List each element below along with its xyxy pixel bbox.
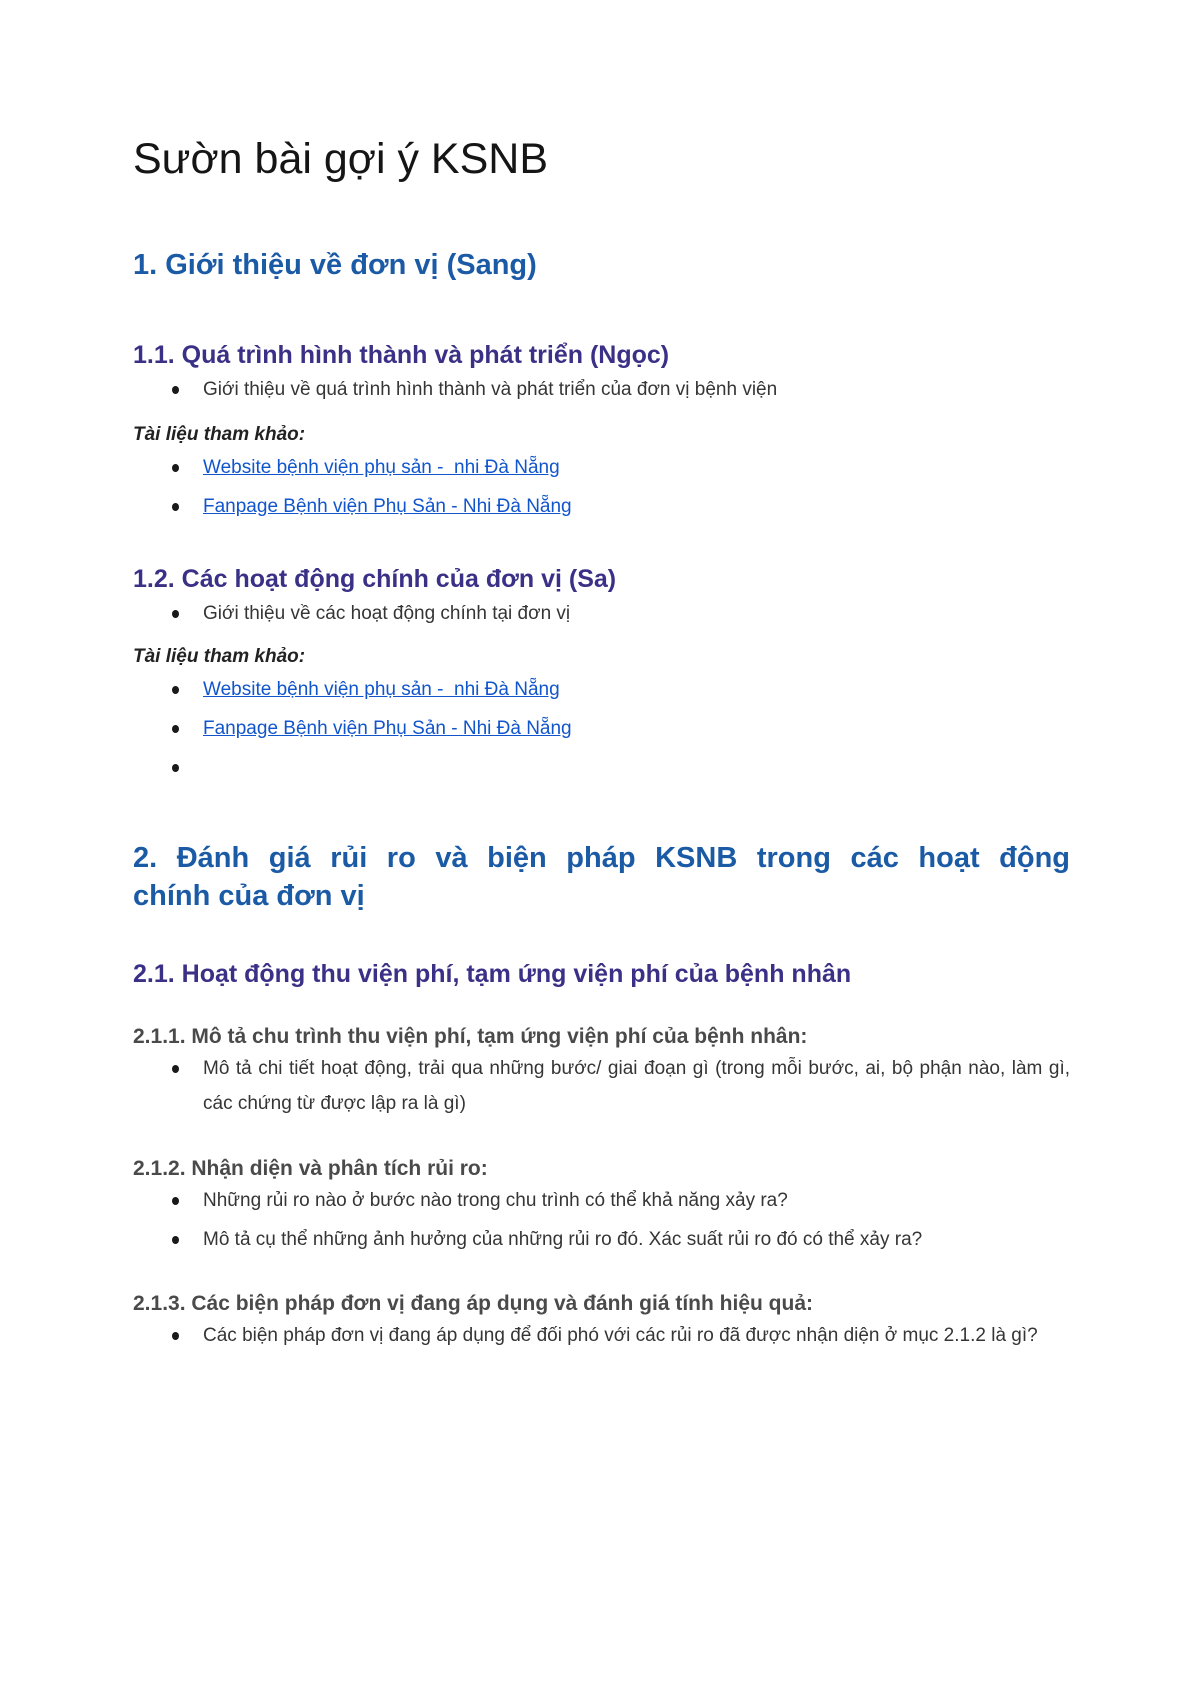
references-label: Tài liệu tham khảo: (133, 424, 306, 445)
list-item (203, 672, 1070, 707)
section-2-heading-line-1: 2. Đánh giá rủi ro và biện pháp KSNB trong các hoạt động (133, 842, 1070, 874)
section-1-1-heading: 1.1. Quá trình hình thành và phát triển (Ngọc) (133, 341, 670, 369)
references-label: Tài liệu tham khảo: (133, 646, 306, 667)
list-item (203, 1051, 1070, 1121)
fanpage-hospital-link[interactable]: Fanpage Bệnh viện Phụ Sản - Nhi Đà Nẵng (203, 496, 572, 517)
list-item (203, 1222, 1070, 1257)
section-1-1-bullet-list (133, 372, 1070, 407)
list-item (203, 711, 1070, 746)
list-item (203, 1318, 1070, 1353)
section-2-heading-line-2: chính của đơn vị (133, 880, 365, 912)
fanpage-hospital-link[interactable]: Fanpage Bệnh viện Phụ Sản - Nhi Đà Nẵng (203, 718, 572, 739)
bullet-text: Mô tả cụ thể những ảnh hưởng của những rủi ro đó. Xác suất rủi ro đó có thể xảy ra? (203, 1229, 923, 1250)
document-title: Sườn bài gợi ý KSNB (133, 135, 549, 183)
list-item-empty (203, 750, 1070, 785)
section-1-2-links-list (133, 672, 1070, 785)
list-item (203, 489, 1070, 524)
bullet-text: Các biện pháp đơn vị đang áp dụng để đối phó với các rủi ro đã được nhận diện ở mục 2.1.2 là gì? (203, 1325, 1038, 1346)
list-item (203, 596, 1070, 631)
section-1-2-heading: 1.2. Các hoạt động chính của đơn vị (Sa) (133, 565, 617, 593)
section-2-1-2-bullet-list (133, 1183, 1070, 1257)
bullet-text: Những rủi ro nào ở bước nào trong chu trình có thể khả năng xảy ra? (203, 1190, 788, 1211)
section-1-heading: 1. Giới thiệu về đơn vị (Sang) (133, 249, 537, 281)
bullet-text: Mô tả chi tiết hoạt động, trải qua những bước/ giai đoạn gì (trong mỗi bước, ai, bộ phận nào, làm gì, các chứng từ được lập ra là gì) (203, 1058, 1070, 1114)
section-2-heading (133, 839, 1070, 915)
website-hospital-link[interactable]: Website bệnh viện phụ sản - nhi Đà Nẵng (203, 457, 560, 478)
section-2-1-2-heading: 2.1.2. Nhận diện và phân tích rủi ro: (133, 1157, 488, 1180)
section-1-2-bullet-list (133, 596, 1070, 631)
list-item (203, 372, 1070, 407)
website-hospital-link[interactable]: Website bệnh viện phụ sản - nhi Đà Nẵng (203, 679, 560, 700)
list-item (203, 450, 1070, 485)
section-2-1-3-heading: 2.1.3. Các biện pháp đơn vị đang áp dụng và đánh giá tính hiệu quả: (133, 1292, 813, 1315)
section-2-1-heading: 2.1. Hoạt động thu viện phí, tạm ứng viện phí của bệnh nhân (133, 960, 852, 988)
section-2-1-1-heading: 2.1.1. Mô tả chu trình thu viện phí, tạm ứng viện phí của bệnh nhân: (133, 1025, 808, 1048)
bullet-text: Giới thiệu về quá trình hình thành và phát triển của đơn vị bệnh viện (203, 379, 778, 400)
section-2-1-1-bullet-list (133, 1051, 1070, 1121)
section-1-1-links-list (133, 450, 1070, 524)
list-item (203, 1183, 1070, 1218)
bullet-text: Giới thiệu về các hoạt động chính tại đơn vị (203, 603, 571, 624)
section-2-1-3-bullet-list (133, 1318, 1070, 1353)
